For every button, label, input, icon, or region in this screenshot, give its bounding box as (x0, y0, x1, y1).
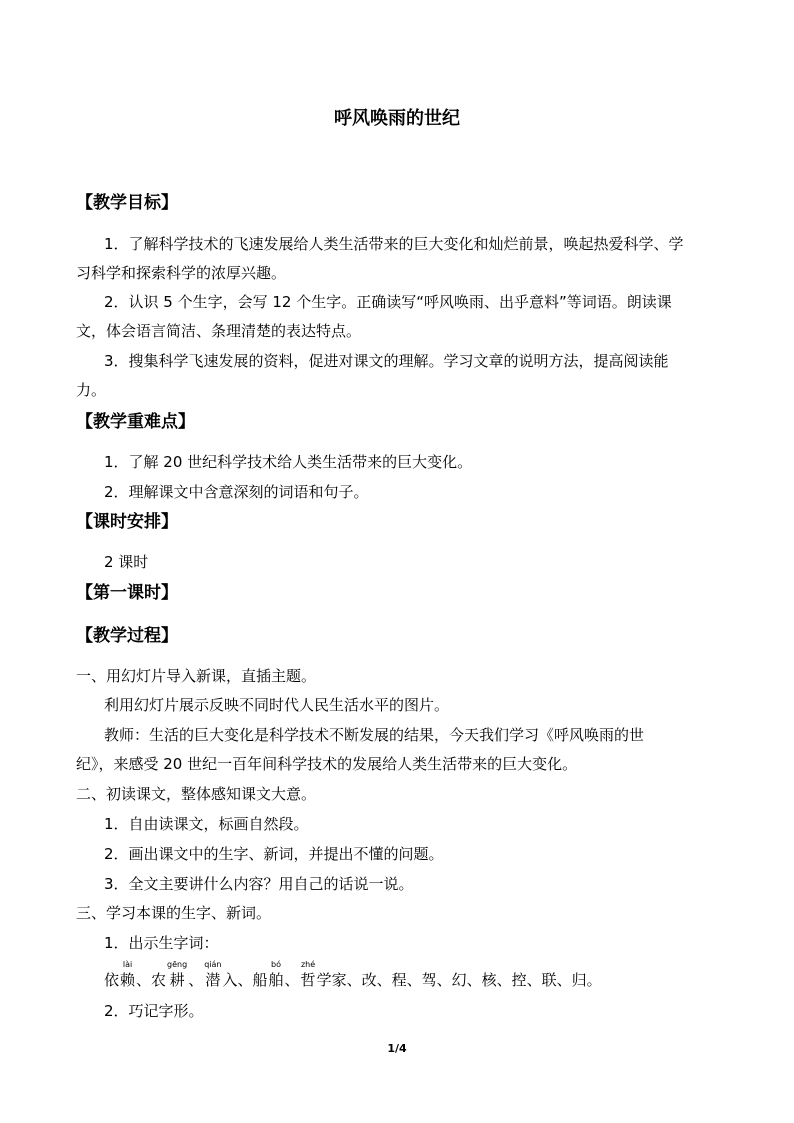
goal-2-line-2: 文，体会语言简洁、条理清楚的表达特点。 (76, 322, 362, 340)
heading-first-lesson: 【第一课时】 (76, 583, 178, 603)
pinyin-char (204, 960, 221, 990)
pinyin: bó (271, 960, 282, 969)
heading-teaching-process: 【教学过程】 (76, 626, 178, 646)
step-1-text-a: 利用幻灯片展示反映不同时代人民生活水平的图片。 (104, 696, 450, 714)
goal-3-line-1: 3．搜集科学飞速发展的资料，促进对课文的理解。学习文章的说明方法，提高阅读能 (104, 352, 669, 370)
heading-teaching-goals: 【教学目标】 (76, 193, 178, 213)
step-3-item-2: 2．巧记字形。 (104, 1002, 204, 1020)
vocab-segment: 、 (284, 971, 300, 989)
vocabulary-with-pinyin (104, 950, 602, 990)
pinyin: zhé (300, 960, 316, 969)
goal-2-line-1: 2．认识 5 个生字，会写 12 个生字。正确读写“呼风唤雨、出乎意料”等词语。朗读课 (104, 293, 672, 311)
vocab-segment: 、农 (136, 971, 167, 989)
goal-3-line-2: 力。 (76, 381, 107, 399)
page-number: 1/4 (387, 1042, 407, 1055)
vocab-segment: 、 (188, 971, 204, 989)
step-2-item-1: 1．自由读课文，标画自然段。 (104, 815, 309, 833)
pinyin-char (269, 960, 284, 990)
goal-1-line-2: 习科学和探索科学的浓厚兴趣。 (76, 264, 287, 282)
heading-key-points: 【教学重难点】 (76, 412, 195, 432)
heading-schedule: 【课时安排】 (76, 512, 178, 532)
step-1-text-b-line-2: 纪》，来感受 20 世纪一百年间科学技术的发展给人类生活带来的巨大变化。 (76, 755, 578, 773)
hanzi: 耕 (169, 971, 185, 989)
hanzi: 潜 (205, 971, 221, 989)
pinyin-char (301, 960, 316, 990)
hanzi: 舶 (268, 971, 284, 989)
document-title: 呼风唤雨的世纪 (334, 108, 460, 129)
pinyin-char (167, 960, 187, 990)
key-point-2: 2．理解课文中含意深刻的词语和句子。 (104, 483, 369, 501)
hanzi: 哲 (300, 971, 316, 989)
step-3-item-1: 1．出示生字词： (104, 934, 219, 952)
step-1-text-b-line-1: 教师：生活的巨大变化是科学技术不断发展的结果，今天我们学习《呼风唤雨的世 (104, 726, 645, 744)
goal-1-line-1: 1．了解科学技术的飞速发展给人类生活带来的巨大变化和灿烂前景，唤起热爱科学、学 (104, 235, 684, 253)
step-2-item-3: 3．全文主要讲什么内容？用自己的话说一说。 (104, 875, 414, 893)
step-2-title: 二、初读课文，整体感知课文大意。 (76, 785, 317, 803)
key-point-1: 1．了解 20 世纪科学技术给人类生活带来的巨大变化。 (104, 453, 473, 471)
pinyin: gēng (167, 960, 188, 969)
step-1-title: 一、用幻灯片导入新课，直插主题。 (76, 667, 317, 685)
schedule-text: 2 课时 (104, 553, 149, 571)
vocab-segment: 入、船 (222, 971, 268, 989)
pinyin: qián (204, 960, 222, 969)
step-2-item-2: 2．画出课文中的生字、新词，并提出不懂的问题。 (104, 845, 444, 863)
vocab-segment: 依 (104, 971, 120, 989)
step-3-title: 三、学习本课的生字、新词。 (76, 904, 272, 922)
vocab-segment: 学家、改、程、驾、幻、核、控、联、归。 (316, 971, 602, 989)
hanzi: 赖 (120, 971, 136, 989)
pinyin: lài (122, 960, 133, 969)
pinyin-char (120, 960, 135, 990)
